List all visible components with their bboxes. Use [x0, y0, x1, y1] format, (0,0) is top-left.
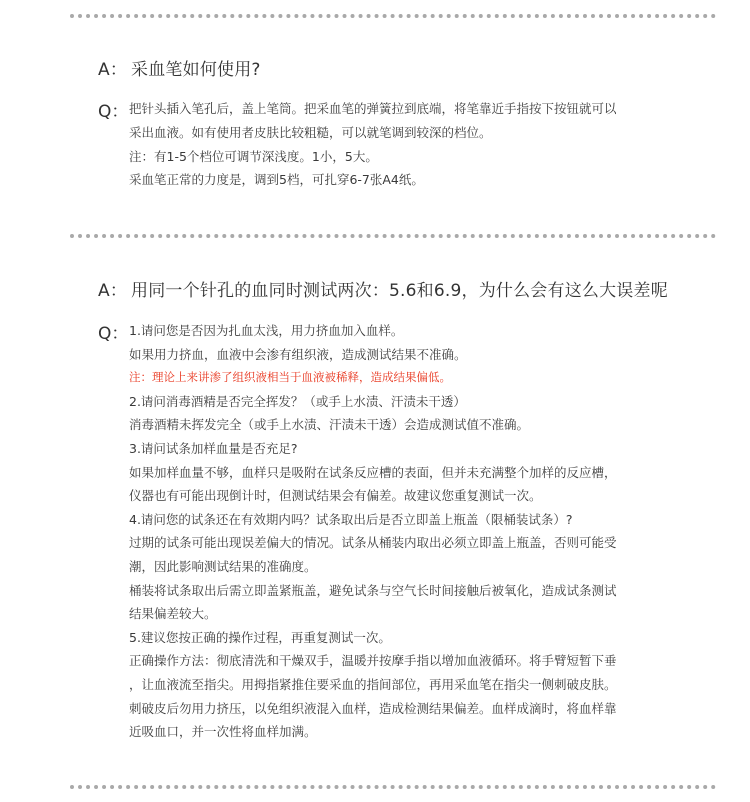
answer-line: 采出血液。如有使用者皮肤比较粗糙，可以就笔调到较深的档位。	[129, 124, 492, 140]
answer-line: 近吸血口，并一次性将血样加满。	[129, 724, 317, 740]
answer-block-2	[129, 319, 689, 744]
answer-line: 潮，因此影响测试结果的准确度。	[129, 558, 317, 574]
question-heading-2	[98, 276, 668, 301]
question-mark: A：	[98, 60, 128, 80]
dotted-divider-middle	[70, 234, 716, 238]
answer-line: 仪器也有可能出现倒计时，但测试结果会有偏差。故建议您重复测试一次。	[129, 488, 542, 504]
answer-line: 3.请问试条加样血量是否充足?	[129, 440, 298, 456]
answer-line: 消毒酒精未挥发完全（或手上水渍、汗渍未干透）会造成测试值不准确。	[129, 417, 530, 433]
answer-line: 5.建议您按正确的操作过程，再重复测试一次。	[129, 629, 391, 645]
answer-line: 过期的试条可能出现误差偏大的情况。试条从桶装内取出必须立即盖上瓶盖，否则可能受	[129, 535, 617, 551]
answer-line: 刺破皮后勿用力挤压，以免组织液混入血样，造成检测结果偏差。血样成滴时，将血样靠	[129, 700, 617, 716]
answer-line: 1.请问您是否因为扎血太浅，用力挤血加入血样。	[129, 323, 404, 338]
answer-line: 正确操作方法：彻底清洗和干燥双手，温暖并按摩手指以增加血液循环。将手臂短暂下垂	[129, 653, 617, 669]
answer-line: 2.请问消毒酒精是否完全挥发？（或手上水渍、汗渍未干透）	[129, 393, 466, 409]
answer-note-red: 注：理论上来讲渗了组织液相当于血液被稀释，造成结果偏低。	[129, 370, 451, 385]
answer-line: 如果用力挤血，血液中会渗有组织液，造成测试结果不准确。	[129, 346, 467, 362]
question-heading-1	[98, 55, 261, 80]
answer-line: ，让血液流至指尖。用拇指紧推住要采血的指间部位，再用采血笔在指尖一侧刺破皮肤。	[129, 676, 617, 692]
answer-mark: Q：	[98, 324, 129, 344]
answer-line: 把针头插入笔孔后，盖上笔筒。把采血笔的弹簧拉到底端，将笔靠近手指按下按钮就可以	[129, 101, 617, 116]
dotted-divider-top	[70, 14, 716, 18]
answer-mark: Q：	[98, 102, 129, 122]
answer-line: 结果偏差较大。	[129, 606, 217, 622]
answer-line: 采血笔正常的力度是，调到5档，可扎穿6-7张A4纸。	[129, 172, 424, 188]
question-text: 用同一个针孔的血同时测试两次：5.6和6.9，为什么会有这么大误差呢	[131, 281, 668, 301]
answer-block-1	[129, 97, 689, 192]
question-text: 采血笔如何使用?	[131, 60, 261, 80]
answer-line: 注：有1-5个档位可调节深浅度。1小，5大。	[129, 148, 378, 164]
answer-line: 如果加样血量不够，血样只是吸附在试条反应槽的表面，但并未充满整个加样的反应槽，	[129, 464, 617, 480]
answer-line: 桶装将试条取出后需立即盖紧瓶盖，避免试条与空气长时间接触后被氧化，造成试条测试	[129, 582, 617, 598]
answer-line: 4.请问您的试条还在有效期内吗？试条取出后是否立即盖上瓶盖（限桶装试条）?	[129, 511, 573, 527]
question-mark: A：	[98, 281, 128, 301]
dotted-divider-bottom	[70, 785, 716, 789]
